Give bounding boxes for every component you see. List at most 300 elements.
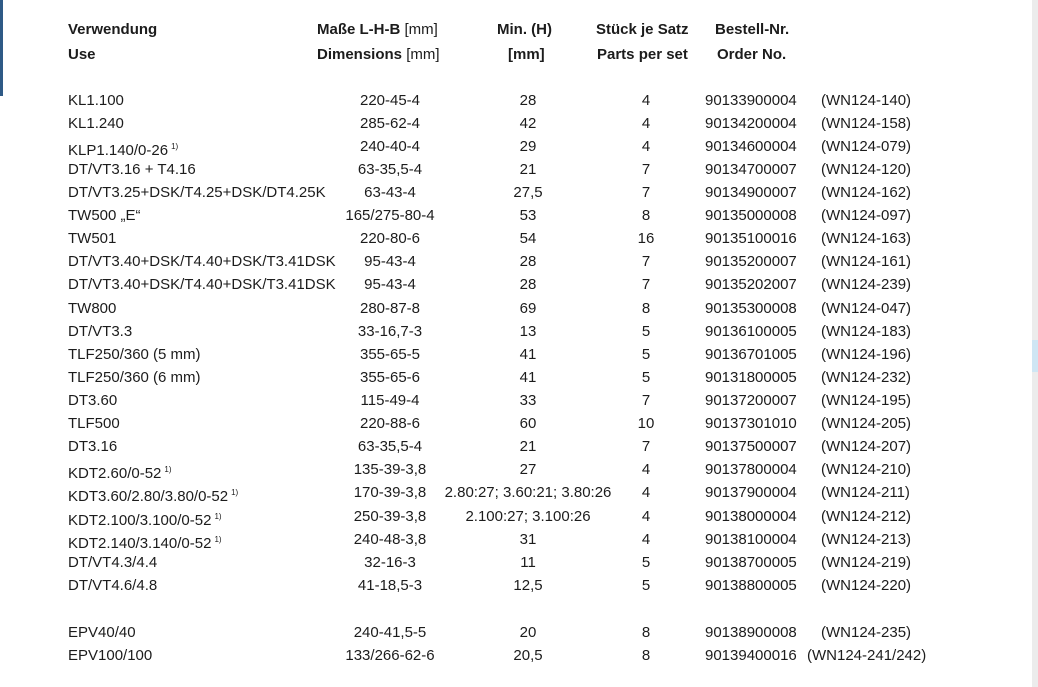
row-parts-per-set-text: 7: [641, 161, 651, 178]
row-dimensions: [354, 481, 427, 504]
row-order-number: [705, 644, 797, 667]
row-wn-number-text: (WN124-158): [821, 115, 912, 132]
row-order-number: [705, 551, 797, 574]
row-order-number-text: 90138900008: [705, 624, 797, 641]
row-wn-number-text: (WN124-183): [821, 323, 912, 340]
row-order-number-text: 90138000004: [705, 508, 797, 525]
row-use: [68, 112, 124, 135]
row-parts-per-set-text: 5: [641, 577, 651, 594]
row-use-text: EPV100/100: [68, 647, 153, 664]
row-dimensions-text: 355-65-5: [359, 346, 421, 363]
row-wn-number: [821, 204, 911, 227]
row-min-height: [520, 227, 537, 250]
row-dimensions-text: 240-48-3,8: [353, 531, 427, 548]
row-min-height-text: 29: [519, 138, 537, 155]
row-dimensions: [354, 528, 427, 551]
row-wn-number-text: (WN124-213): [821, 531, 912, 548]
table-row: [0, 135, 1038, 158]
row-parts-per-set: [642, 435, 650, 458]
row-parts-per-set-text: 10: [637, 415, 655, 432]
row-use: [68, 204, 141, 227]
row-dimensions-text: 355-65-6: [359, 369, 421, 386]
row-order-number-text: 90138700005: [705, 554, 797, 571]
row-min-height-text: 69: [519, 300, 537, 317]
row-min-height-text: 2.80:27; 3.60:21; 3.80:26: [444, 484, 612, 501]
row-order-number-text: 90137301010: [705, 415, 797, 432]
row-use-text: KLP1.140/0-26: [68, 142, 169, 159]
row-parts-per-set-text: 16: [637, 230, 655, 247]
row-dimensions-text: 32-16-3: [364, 554, 416, 571]
row-dimensions-text: 63-43-4: [364, 184, 416, 201]
row-order-number-text: 90137500007: [705, 438, 797, 455]
row-parts-per-set: [638, 227, 655, 250]
row-dimensions: [358, 435, 422, 458]
row-parts-per-set: [642, 551, 650, 574]
table-row: [0, 574, 1038, 597]
row-order-number-text: 90135300008: [705, 300, 797, 317]
row-parts-per-set: [642, 481, 650, 504]
row-wn-number-text: (WN124-232): [821, 369, 912, 386]
table-row: [0, 458, 1038, 481]
row-wn-number: [821, 458, 911, 481]
row-min-height: [520, 112, 537, 135]
header-use-en: Use: [68, 46, 96, 63]
row-order-number: [705, 343, 797, 366]
table-row: [0, 389, 1038, 412]
row-use: [68, 343, 201, 366]
row-parts-per-set: [642, 343, 650, 366]
row-parts-per-set-text: 7: [641, 392, 651, 409]
row-min-height: [520, 89, 537, 112]
row-order-number: [705, 112, 797, 135]
row-parts-per-set-text: 5: [641, 369, 651, 386]
footnote-marker: 1): [231, 488, 239, 497]
row-parts-per-set: [642, 389, 650, 412]
table-row: [0, 644, 1038, 667]
table-row: [0, 204, 1038, 227]
row-wn-number: [821, 481, 910, 504]
row-wn-number-text: (WN124-195): [821, 392, 912, 409]
row-order-number: [705, 481, 797, 504]
header-dimensions-de-label: Maße L-H-B: [317, 21, 401, 38]
row-min-height-text: 27: [519, 461, 537, 478]
table-row: [0, 528, 1038, 551]
row-order-number: [705, 89, 797, 112]
row-use-text: TLF500: [68, 415, 120, 432]
row-parts-per-set-text: 4: [641, 461, 651, 478]
header-min-de: Min. (H): [497, 21, 552, 38]
row-min-height-text: 42: [519, 115, 537, 132]
row-order-number-text: 90135202007: [705, 276, 797, 293]
header-dimensions-en: [317, 46, 440, 64]
row-min-height: [520, 621, 537, 644]
row-parts-per-set: [642, 89, 650, 112]
row-min-height-text: 28: [519, 253, 537, 270]
row-dimensions: [360, 412, 420, 435]
row-parts-per-set: [642, 273, 650, 296]
row-dimensions: [364, 273, 416, 296]
row-parts-per-set-text: 8: [641, 207, 651, 224]
row-parts-per-set-text: 4: [641, 484, 651, 501]
row-dimensions: [345, 204, 434, 227]
row-parts-per-set-text: 4: [641, 531, 651, 548]
table-row: [0, 551, 1038, 574]
row-order-number: [705, 574, 797, 597]
row-use-text: TW500 „E“: [68, 207, 141, 224]
row-wn-number-text: (WN124-239): [821, 276, 912, 293]
row-dimensions-text: 165/275-80-4: [345, 207, 435, 224]
row-wn-number-text: (WN124-196): [821, 346, 912, 363]
row-wn-number: [821, 574, 911, 597]
row-use: [68, 181, 326, 204]
row-use: [68, 366, 201, 389]
row-dimensions: [345, 644, 434, 667]
row-dimensions: [360, 135, 420, 158]
row-use-text: KDT2.60/0-52: [68, 465, 162, 482]
row-min-height: [513, 181, 542, 204]
table-row: [0, 366, 1038, 389]
row-wn-number-text: (WN124-211): [821, 484, 910, 501]
row-dimensions: [360, 112, 420, 135]
row-dimensions: [358, 320, 422, 343]
row-min-height: [520, 366, 537, 389]
row-order-number-text: 90133900004: [705, 92, 797, 109]
row-dimensions-text: 95-43-4: [364, 253, 416, 270]
row-wn-number: [821, 227, 911, 250]
table-row: [0, 112, 1038, 135]
row-use-text: TW800: [68, 300, 117, 317]
row-dimensions: [358, 158, 422, 181]
footnote-marker: 1): [171, 142, 179, 151]
row-use: [68, 158, 196, 181]
row-dimensions-text: 63-35,5-4: [357, 161, 423, 178]
row-use-text: DT3.16: [68, 438, 118, 455]
row-dimensions: [358, 574, 422, 597]
row-dimensions: [354, 505, 427, 528]
row-parts-per-set-text: 4: [641, 138, 651, 155]
row-dimensions: [360, 366, 420, 389]
row-wn-number-text: (WN124-097): [821, 207, 912, 224]
row-wn-number-text: (WN124-079): [821, 138, 912, 155]
row-parts-per-set-text: 7: [641, 438, 651, 455]
row-wn-number: [821, 528, 911, 551]
row-order-number: [705, 181, 797, 204]
row-parts-per-set: [642, 621, 650, 644]
row-dimensions-text: 250-39-3,8: [353, 508, 427, 525]
header-dimensions-en-label: Dimensions: [317, 46, 403, 63]
row-order-number-text: 90135100016: [705, 230, 797, 247]
row-order-number-text: 90137900004: [705, 484, 797, 501]
row-min-height-text: 13: [519, 323, 537, 340]
row-wn-number: [821, 366, 911, 389]
row-order-number: [705, 621, 797, 644]
row-dimensions-text: 95-43-4: [364, 276, 416, 293]
row-min-height: [520, 389, 537, 412]
row-wn-number-text: (WN124-047): [821, 300, 912, 317]
row-dimensions-text: 280-87-8: [359, 300, 421, 317]
row-parts-per-set: [642, 112, 650, 135]
row-parts-per-set-text: 5: [641, 554, 651, 571]
table-row: [0, 273, 1038, 296]
row-use-text: TLF250/360 (6 mm): [68, 369, 201, 386]
row-use-text: DT/VT3.25+DSK/T4.25+DSK/DT4.25K: [68, 184, 326, 201]
table-row: [0, 435, 1038, 458]
row-parts-per-set-text: 5: [641, 346, 651, 363]
row-dimensions: [360, 297, 420, 320]
row-wn-number: [821, 320, 911, 343]
row-dimensions-text: 63-35,5-4: [357, 438, 423, 455]
row-parts-per-set-text: 4: [641, 115, 651, 132]
row-parts-per-set-text: 7: [641, 184, 651, 201]
row-parts-per-set-text: 5: [641, 323, 651, 340]
header-pieces-de: Stück je Satz: [596, 21, 689, 38]
header-min-en: [mm]: [508, 46, 545, 63]
row-parts-per-set-text: 8: [641, 624, 651, 641]
row-min-height: [520, 250, 537, 273]
table-row: [0, 181, 1038, 204]
row-parts-per-set: [642, 297, 650, 320]
row-order-number: [705, 297, 797, 320]
row-parts-per-set: [642, 366, 650, 389]
row-dimensions: [360, 89, 420, 112]
row-wn-number-text: (WN124-120): [821, 161, 912, 178]
row-parts-per-set: [642, 458, 650, 481]
row-order-number-text: 90134900007: [705, 184, 797, 201]
row-order-number: [705, 458, 797, 481]
row-dimensions: [360, 343, 420, 366]
row-dimensions-text: 170-39-3,8: [353, 484, 427, 501]
header-order-en: Order No.: [717, 46, 787, 63]
row-wn-number-text: (WN124-235): [821, 624, 912, 641]
header-dimensions-de: [317, 21, 438, 39]
row-wn-number-text: (WN124-220): [821, 577, 912, 594]
row-order-number: [705, 389, 797, 412]
table-row: [0, 320, 1038, 343]
row-use-text: KL1.240: [68, 115, 124, 132]
row-min-height-text: 20: [519, 624, 537, 641]
row-use-text: DT/VT3.3: [68, 323, 133, 340]
row-parts-per-set-text: 7: [641, 253, 651, 270]
row-dimensions: [364, 181, 416, 204]
row-order-number: [705, 435, 797, 458]
row-order-number-text: 90134200004: [705, 115, 797, 132]
row-order-number-text: 90137800004: [705, 461, 797, 478]
row-order-number: [705, 204, 797, 227]
row-order-number: [705, 528, 797, 551]
row-min-height-text: 2.100:27; 3.100:26: [465, 508, 591, 525]
row-order-number: [705, 320, 797, 343]
row-min-height-text: 41: [519, 346, 537, 363]
row-wn-number: [821, 297, 911, 320]
row-min-height: [520, 158, 537, 181]
row-use-text: DT/VT3.40+DSK/T4.40+DSK/T3.41DSK: [68, 276, 336, 293]
table-row: [0, 297, 1038, 320]
row-parts-per-set: [642, 181, 650, 204]
row-dimensions-text: 240-41,5-5: [353, 624, 427, 641]
footnote-marker: 1): [164, 465, 172, 474]
row-wn-number: [821, 621, 911, 644]
row-use-text: DT/VT4.6/4.8: [68, 577, 158, 594]
footnote-marker: 1): [214, 512, 222, 521]
row-wn-number: [821, 273, 911, 296]
row-wn-number: [821, 505, 911, 528]
row-use: [68, 481, 238, 508]
row-parts-per-set: [642, 135, 650, 158]
row-use-text: TW501: [68, 230, 117, 247]
row-wn-number: [821, 435, 911, 458]
row-min-height: [520, 435, 537, 458]
row-dimensions-text: 285-62-4: [359, 115, 421, 132]
row-use-text: DT/VT3.40+DSK/T4.40+DSK/T3.41DSK: [68, 253, 336, 270]
row-use: [68, 320, 132, 343]
row-min-height: [513, 644, 542, 667]
row-min-height-text: 54: [519, 230, 537, 247]
row-use: [68, 227, 116, 250]
header-order-de: Bestell-Nr.: [715, 21, 790, 38]
row-wn-number: [821, 89, 911, 112]
row-order-number-text: 90131800005: [705, 369, 797, 386]
footnote-marker: 1): [214, 535, 222, 544]
row-wn-number-text: (WN124-241/242): [807, 647, 927, 664]
row-use: [68, 389, 117, 412]
row-wn-number-text: (WN124-161): [821, 253, 912, 270]
row-parts-per-set-text: 4: [641, 508, 651, 525]
row-min-height-text: 53: [519, 207, 537, 224]
table-row: [0, 621, 1038, 644]
header-use-de: Verwendung: [68, 21, 158, 38]
row-order-number-text: 90137200007: [705, 392, 797, 409]
row-use-text: DT3.60: [68, 392, 118, 409]
row-dimensions: [364, 551, 416, 574]
row-use: [68, 250, 336, 273]
row-wn-number: [807, 644, 926, 667]
row-parts-per-set: [642, 158, 650, 181]
table-row: [0, 505, 1038, 528]
row-wn-number-text: (WN124-219): [821, 554, 912, 571]
row-parts-per-set: [642, 644, 650, 667]
row-order-number-text: 90134700007: [705, 161, 797, 178]
row-dimensions-text: 135-39-3,8: [353, 461, 427, 478]
row-min-height-text: 20,5: [513, 647, 543, 664]
row-wn-number-text: (WN124-212): [821, 508, 912, 525]
row-min-height: [520, 204, 537, 227]
row-use-text: KDT2.140/3.140/0-52: [68, 535, 212, 552]
row-parts-per-set: [642, 505, 650, 528]
header-pieces-en: Parts per set: [597, 46, 688, 63]
row-dimensions-text: 220-80-6: [359, 230, 421, 247]
row-wn-number: [821, 389, 911, 412]
row-use: [68, 551, 157, 574]
row-min-height: [520, 528, 537, 551]
row-order-number: [705, 135, 797, 158]
row-min-height: [513, 574, 542, 597]
row-wn-number: [821, 181, 911, 204]
row-dimensions: [354, 621, 427, 644]
row-dimensions-text: 33-16,7-3: [357, 323, 423, 340]
row-use: [68, 644, 152, 667]
row-order-number-text: 90139400016: [705, 647, 797, 664]
table-row: [0, 412, 1038, 435]
row-min-height-text: 60: [519, 415, 537, 432]
row-parts-per-set: [642, 528, 650, 551]
row-parts-per-set: [638, 412, 655, 435]
header-dimensions-de-unit: [mm]: [404, 21, 438, 38]
row-dimensions-text: 220-45-4: [359, 92, 421, 109]
row-order-number: [705, 250, 797, 273]
row-use-text: DT/VT4.3/4.4: [68, 554, 158, 571]
left-edge-strip: [0, 0, 3, 96]
row-min-height-text: 21: [519, 161, 537, 178]
row-min-height-text: 21: [519, 438, 537, 455]
row-dimensions-text: 133/266-62-6: [345, 647, 435, 664]
row-min-height: [520, 273, 537, 296]
table-row: [0, 227, 1038, 250]
row-use-text: EPV40/40: [68, 624, 136, 641]
row-min-height: [520, 297, 537, 320]
row-use-text: TLF250/360 (5 mm): [68, 346, 201, 363]
row-order-number: [705, 412, 797, 435]
row-wn-number-text: (WN124-210): [821, 461, 912, 478]
row-dimensions-text: 115-49-4: [360, 392, 420, 409]
row-order-number: [705, 366, 797, 389]
row-dimensions: [360, 227, 420, 250]
row-order-number-text: 90135200007: [705, 253, 797, 270]
row-min-height-text: 28: [519, 276, 537, 293]
row-use: [68, 412, 120, 435]
table-row: [0, 89, 1038, 112]
row-wn-number: [821, 158, 911, 181]
row-min-height-text: 27,5: [513, 184, 543, 201]
row-min-height: [520, 458, 537, 481]
row-parts-per-set: [642, 204, 650, 227]
row-min-height: [465, 505, 590, 528]
row-wn-number: [821, 135, 911, 158]
row-order-number-text: 90136100005: [705, 323, 797, 340]
row-use-text: KL1.100: [68, 92, 124, 109]
row-wn-number-text: (WN124-163): [821, 230, 912, 247]
row-dimensions-text: 240-40-4: [359, 138, 421, 155]
row-parts-per-set-text: 7: [641, 276, 651, 293]
row-min-height-text: 33: [519, 392, 537, 409]
row-min-height: [445, 481, 612, 504]
table-row: [0, 250, 1038, 273]
row-min-height: [520, 412, 537, 435]
row-wn-number-text: (WN124-140): [821, 92, 912, 109]
row-order-number-text: 90138100004: [705, 531, 797, 548]
row-use: [68, 297, 116, 320]
row-min-height: [520, 343, 537, 366]
row-order-number-text: 90134600004: [705, 138, 797, 155]
row-min-height-text: 12,5: [513, 577, 543, 594]
row-order-number: [705, 505, 797, 528]
row-wn-number: [821, 250, 911, 273]
row-dimensions-text: 41-18,5-3: [357, 577, 423, 594]
row-use: [68, 574, 157, 597]
row-use-text: KDT3.60/2.80/3.80/0-52: [68, 488, 229, 505]
row-parts-per-set: [642, 574, 650, 597]
row-order-number: [705, 273, 797, 296]
row-dimensions-text: 220-88-6: [359, 415, 421, 432]
row-dimensions: [354, 458, 427, 481]
row-dimensions: [364, 250, 416, 273]
table-row: [0, 158, 1038, 181]
row-wn-number: [821, 343, 911, 366]
row-parts-per-set: [642, 250, 650, 273]
row-parts-per-set-text: 8: [641, 647, 651, 664]
row-order-number-text: 90136701005: [705, 346, 797, 363]
table-row: [0, 343, 1038, 366]
row-order-number: [705, 158, 797, 181]
